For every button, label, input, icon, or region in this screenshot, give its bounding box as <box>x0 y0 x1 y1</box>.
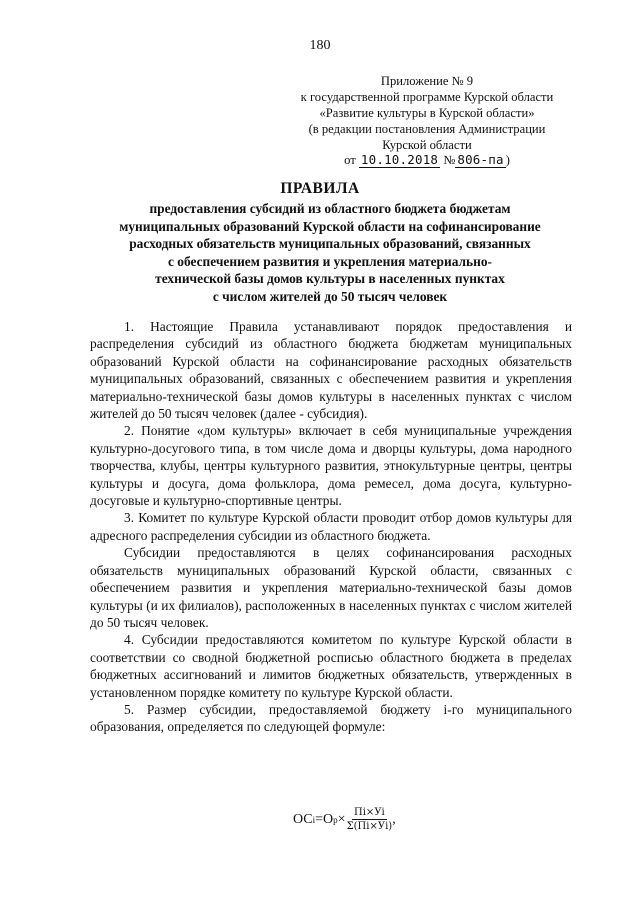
formula-eq: = <box>315 811 324 827</box>
appendix-header <box>298 73 556 153</box>
subtitle-line: с числом жителей до 50 тысяч человек <box>212 288 448 304</box>
page-number: 180 <box>309 38 331 53</box>
subtitle-line: предоставления субсидий из областного бюджета бюджетам <box>149 201 511 216</box>
formula-op: О <box>323 811 334 827</box>
document-title: ПРАВИЛА <box>280 180 360 197</box>
subtitle-line: технической базы домов культуры в населенных пунктах <box>155 271 505 286</box>
subtitle-line: муниципальных образований Курской области на софинансирование <box>119 218 541 234</box>
subsidy-formula <box>293 807 396 832</box>
appendix-line: «Развитие культуры в Курской области» <box>319 106 535 120</box>
paragraph: 4. Субсидии предоставляются комитетом по культуре Курской области в соответствии со сводной бюджетной росписью областного бюджета в пределах бюджетных ассигнований и лимитов бюджетных обязательств, утвержденных в установленном порядке комитету по культуре Курской области. <box>90 632 572 700</box>
number-value: 806-па <box>457 152 504 167</box>
formula-times: × <box>337 811 346 827</box>
formula-fraction <box>347 807 393 832</box>
paragraph: 1. Настоящие Правила устанавливают порядок предоставления и распределения субсидий из областного бюджета бюджетам муниципальных образований Курской области на софинансирование расходных обязательств муниципальных образований, связанных с обеспечением развития и укрепления материально-технической базы домов культуры в населенных пунктах с числом жителей до 50 тысяч человек (далее - субсидия). <box>90 319 572 422</box>
close-paren: ) <box>505 153 510 167</box>
formula-trail: , <box>392 811 396 827</box>
formula-lhs: ОС <box>293 811 313 827</box>
formula-numerator: Пi×Уi <box>354 807 385 818</box>
formula-denominator: Σ(Пi×Уi) <box>346 821 393 832</box>
appendix-date-line <box>298 152 556 168</box>
subtitle-line: с обеспечением развития и укрепления материально- <box>168 253 492 269</box>
date-value: 10.10.2018 <box>360 152 439 167</box>
number-prefix: № <box>443 153 456 167</box>
appendix-line: (в редакции постановления Администрации <box>308 122 546 136</box>
formula-lhs-sub: i <box>312 814 316 825</box>
appendix-line: Курской области <box>382 138 472 152</box>
date-prefix: от <box>344 153 356 167</box>
document-body <box>90 318 572 736</box>
document-subtitle <box>80 200 580 305</box>
paragraph: 5. Размер субсидии, предоставляемой бюджету i-го муниципального образования, определяется по следующей формуле: <box>90 701 572 735</box>
subtitle-line: расходных обязательств муниципальных образований, связанных <box>129 236 531 251</box>
appendix-line: Приложение № 9 <box>380 74 474 88</box>
paragraph: 2. Понятие «дом культуры» включает в себя муниципальные учреждения культурно-досугового типа, в том числе дома и дворцы культуры, дома народного творчества, клубы, центры культурного развития, этнокультурные центры, центры культуры и досуга, дома фольклора, дома ремесел, дома досуга, культурно-досуговые и культурно-спортивные центры. <box>90 423 572 509</box>
formula-op-sub: р <box>333 814 338 825</box>
paragraph: 3. Комитет по культуре Курской области проводит отбор домов культуры для адресного распределения субсидии из областного бюджета. <box>90 510 572 543</box>
paragraph: Субсидии предоставляются в целях софинансирования расходных обязательств муниципальных образований Курской области, связанных с обеспечением развития и укрепления материально-технической базы домов культуры (и их филиалов), расположенных в населенных пунктах с числом жителей до 50 тысяч человек. <box>90 545 572 630</box>
appendix-line: к государственной программе Курской области <box>300 90 554 104</box>
